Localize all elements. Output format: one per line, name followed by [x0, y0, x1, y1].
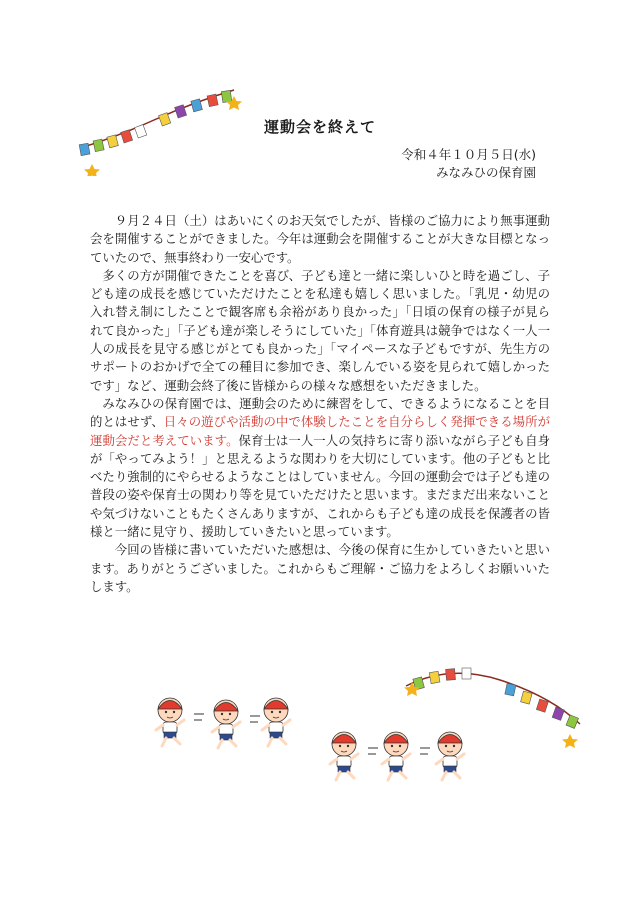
paragraph-3: [90, 395, 550, 541]
organization-name: みなみひの保育園: [435, 165, 536, 180]
paragraph-3-rest: 保育士は一人一人の気持ちに寄り添いながら子ども自身が「やってみよう！」と思えるような関わりを大切にしています。他の子どもと比べたり強制的にやらせるようなことはしていません。今回の運動会では子ども達の普段の姿や保育士の関わり等を見ていただけたと思います。まだまだ出来ないことや気づけないこともたくさんありますが、これからも子ども達の成長を保護者の皆様と一緒に見守り、援助していきたいと思っています。: [90, 432, 550, 540]
dateline: [401, 146, 536, 182]
paragraph-2: 多くの方が開催できたことを喜び、子ども達と一緒に楽しいひと時を過ごし、子ども達の成長を感じていただけたことを私達も嬉しく思いました。「乳児・幼児の入れ替え制にしたことで観客席も余裕があり良かった」「日頃の保育の様子が見られて良かった」「子ども達が楽しそうにしていた」「体育遊具は競争ではなく一人一人の成長を見守る感じがとても良かった」「マイペースな子どもですが、先生方のサポートのおかげで全ての種目に参加でき、楽しんでいる姿を見られて嬉しかったです」など、運動会終了後に皆様からの様々な感想をいただきました。: [90, 267, 550, 393]
paragraph-3-highlight: 日々の遊びや活動の中で体験したことを自分らしく発揮できる場所が運動会だと考えています。: [90, 414, 550, 448]
star-icon: [84, 164, 100, 176]
paragraph-3-intro: みなみひの保育園では、運動会のために練習をして、できるようになることを目的とはせず、: [90, 395, 550, 430]
star-icon: [562, 734, 578, 748]
date-text: 令和４年１０月５日(水): [401, 147, 536, 162]
page-title: 運動会を終えて: [263, 118, 376, 136]
letter-body: [90, 212, 550, 596]
runners-illustration-icon: [150, 690, 480, 790]
paragraph-4: 今回の皆様に書いていただいた感想は、今後の保育に生かしていきたいと思います。ありがとうございました。これからもご理解・ご協力をよろしくお願いいたします。: [90, 542, 550, 594]
running-children: [150, 690, 480, 790]
paragraph-1: ９月２４日（土）はあいにくのお天気でしたが、皆様のご協力により無事運動会を開催することができました。今年は運動会を開催することが大きな目標となっていたので、無事終わり一安心です。: [90, 213, 550, 265]
